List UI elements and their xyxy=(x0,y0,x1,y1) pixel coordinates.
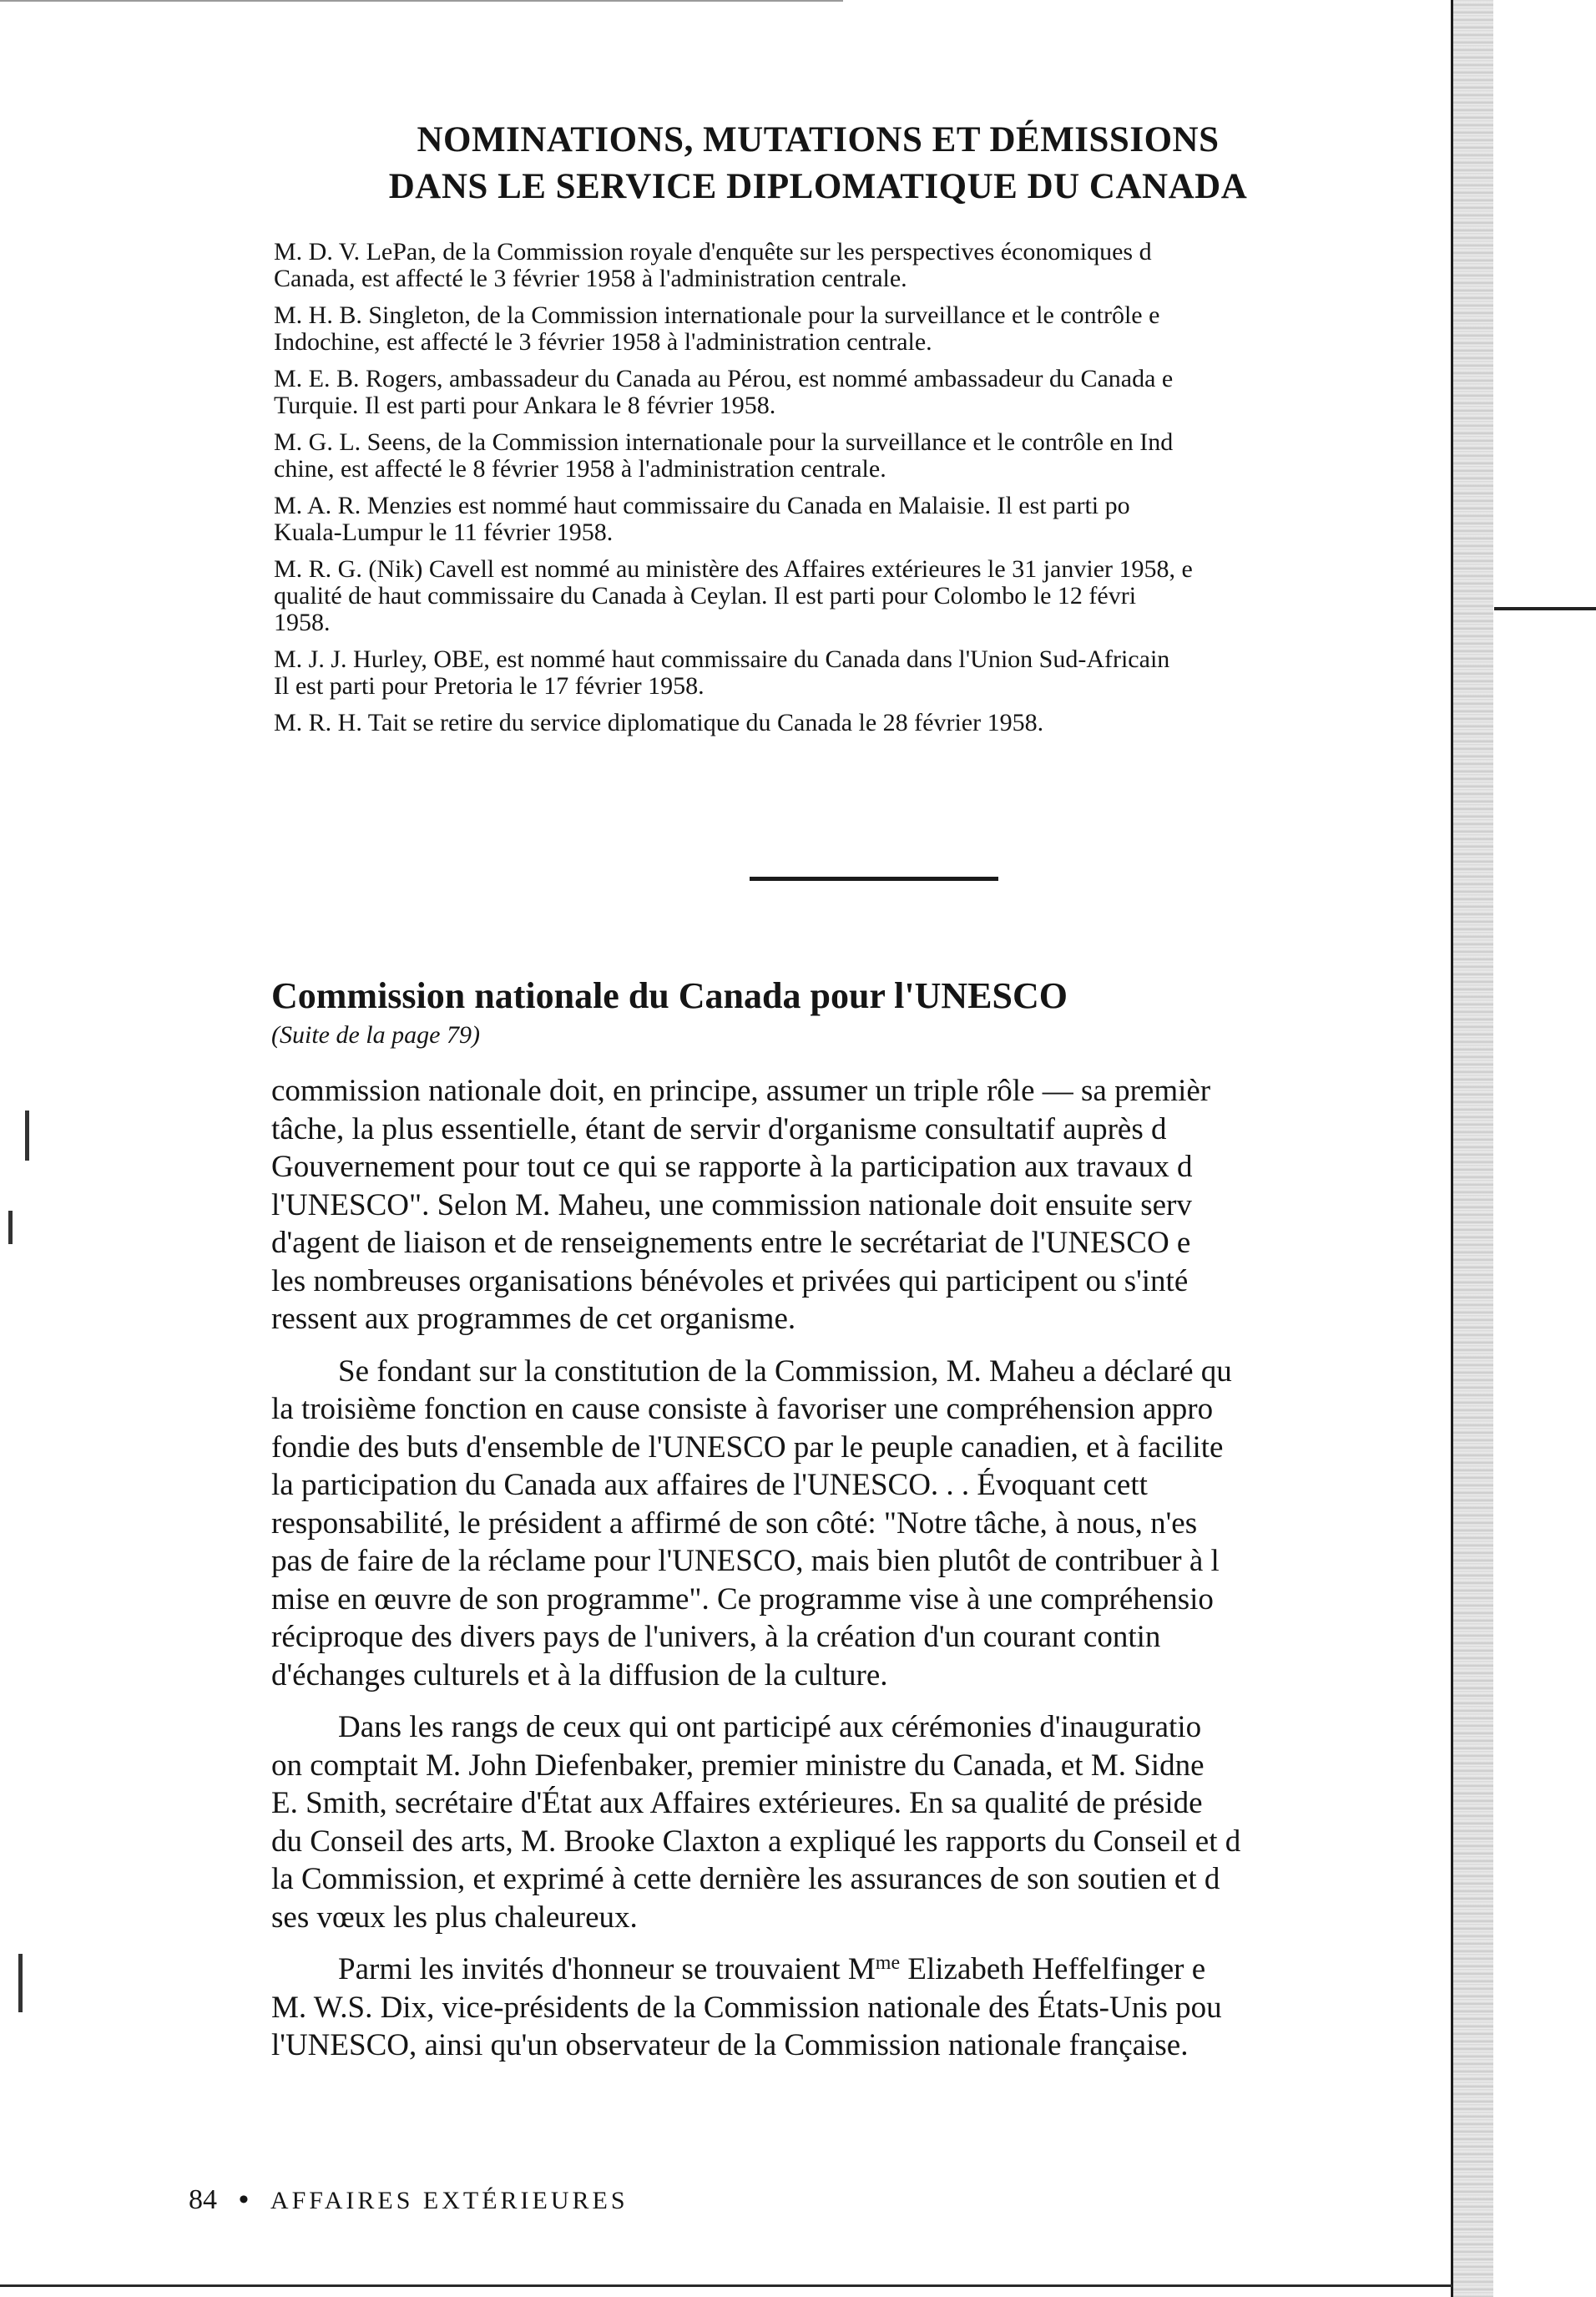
appointment-item xyxy=(274,239,1463,292)
appointment-item xyxy=(274,366,1463,419)
paragraph-line xyxy=(271,1950,1473,1989)
appointment-line: Kuala-Lumpur le 11 février 1958. xyxy=(274,519,614,546)
paragraph-line: l'UNESCO". Selon M. Maheu, une commission nationale doit ensuite serv xyxy=(271,1187,1192,1222)
section-subtitle: (Suite de la page 79) xyxy=(271,1021,480,1049)
page-number: 84 xyxy=(189,2184,217,2215)
footer-bullet: • xyxy=(239,2184,249,2215)
paragraph-line: fondie des buts d'ensemble de l'UNESCO par le peuple canadien, et à facilite xyxy=(271,1429,1224,1465)
appointment-line: M. J. J. Hurley, OBE, est nommé haut commissaire du Canada dans l'Union Sud-Africain xyxy=(274,646,1170,673)
paragraph-line: ses vœux les plus chaleureux. xyxy=(271,1900,638,1935)
appointment-item xyxy=(274,710,1463,736)
scan-margin-tick xyxy=(8,1211,13,1244)
paragraph-line: la Commission, et exprimé à cette dernière les assurances de son soutien et d xyxy=(271,1862,1220,1896)
page-footer xyxy=(189,2183,940,2218)
appointment-item xyxy=(274,429,1463,483)
paragraph-line: on comptait M. John Diefenbaker, premier ministre du Canada, et M. Sidne xyxy=(271,1748,1205,1783)
appointment-line: M. E. B. Rogers, ambassadeur du Canada au Pérou, est nommé ambassadeur du Canada e xyxy=(274,366,1174,392)
superscript: me xyxy=(875,1952,901,1974)
page-header xyxy=(192,117,1444,210)
appointment-line: Canada, est affecté le 3 février 1958 à l'administration centrale. xyxy=(274,265,907,292)
appointment-line: chine, est affecté le 8 février 1958 à l'administration centrale. xyxy=(274,455,886,483)
scan-top-edge xyxy=(0,0,843,2)
appointment-line: Indochine, est affecté le 3 février 1958 à l'administration centrale. xyxy=(274,328,932,356)
paragraph xyxy=(271,1708,1473,1936)
paragraph-line: M. W.S. Dix, vice-présidents de la Commission nationale des États-Unis pou xyxy=(271,1990,1222,2025)
scan-margin-mark xyxy=(1494,607,1596,610)
paragraph-line: réciproque des divers pays de l'univers, à la création d'un courant contin xyxy=(271,1620,1161,1654)
appointment-line: M. R. G. (Nik) Cavell est nommé au ministère des Affaires extérieures le 31 janvier 1958, e xyxy=(274,556,1193,583)
line-text: Parmi les invités d'honneur se trouvaient M xyxy=(338,1952,876,1986)
appointment-line: M. H. B. Singleton, de la Commission internationale pour la surveillance et le contrôle e xyxy=(274,302,1160,329)
paragraph-line: d'agent de liaison et de renseignements entre le secrétariat de l'UNESCO e xyxy=(271,1226,1191,1260)
paragraph-line: la participation du Canada aux affaires de l'UNESCO. . . Évoquant cett xyxy=(271,1468,1148,1502)
paragraph-line: Gouvernement pour tout ce qui se rapporte à la participation aux travaux d xyxy=(271,1150,1193,1184)
appointment-line: M. R. H. Tait se retire du service diplomatique du Canada le 28 février 1958. xyxy=(274,710,1044,736)
appointment-line: M. D. V. LePan, de la Commission royale d'enquête sur les perspectives économiques d xyxy=(274,239,1152,266)
paragraph-line: ressent aux programmes de cet organisme. xyxy=(271,1302,796,1336)
paragraph-line: E. Smith, secrétaire d'État aux Affaires extérieures. En sa qualité de préside xyxy=(271,1786,1203,1820)
appointment-item xyxy=(274,556,1463,636)
scan-margin-tick xyxy=(18,1954,23,2012)
paragraph-line: Se fondant sur la constitution de la Commission, M. Maheu a déclaré qu xyxy=(338,1353,1232,1389)
paragraph-line: pas de faire de la réclame pour l'UNESCO, mais bien plutôt de contribuer à l xyxy=(271,1544,1220,1578)
paragraph-line: les nombreuses organisations bénévoles et privées qui participent ou s'inté xyxy=(271,1263,1189,1298)
appointment-item xyxy=(274,646,1463,700)
section-divider xyxy=(750,877,998,881)
paragraph-line: Dans les rangs de ceux qui ont participé aux cérémonies d'inauguratio xyxy=(338,1710,1202,1744)
appointment-item xyxy=(274,302,1463,356)
appointment-line: Turquie. Il est parti pour Ankara le 8 février 1958. xyxy=(274,392,776,419)
line-text: Elizabeth Heffelfinger e xyxy=(900,1952,1206,1986)
journal-name: AFFAIRES EXTÉRIEURES xyxy=(270,2187,629,2214)
paragraph-line: du Conseil des arts, M. Brooke Claxton a expliqué les rapports du Conseil et d xyxy=(271,1824,1241,1859)
paragraph-line: l'UNESCO, ainsi qu'un observateur de la Commission nationale française. xyxy=(271,2028,1189,2062)
section-title: Commission nationale du Canada pour l'UNESCO xyxy=(271,975,1068,1016)
scan-margin-tick xyxy=(25,1111,29,1161)
appointments-list xyxy=(274,239,1463,746)
paragraph-line: tâche, la plus essentielle, étant de servir d'organisme consultatif auprès d xyxy=(271,1111,1167,1146)
appointment-line: qualité de haut commissaire du Canada à Ceylan. Il est parti pour Colombo le 12 févri xyxy=(274,582,1137,610)
appointment-line: M. A. R. Menzies est nommé haut commissaire du Canada en Malaisie. Il est parti po xyxy=(274,493,1130,519)
paragraph xyxy=(271,1353,1473,1695)
paragraph xyxy=(271,1950,1473,2065)
paragraph-line: responsabilité, le président a affirmé de son côté: "Notre tâche, à nous, n'es xyxy=(271,1505,1198,1541)
appointment-line: 1958. xyxy=(274,609,331,636)
paragraph-line: mise en œuvre de son programme". Ce programme vise à une compréhensio xyxy=(271,1581,1214,1617)
appointment-line: Il est parti pour Pretoria le 17 février 1958. xyxy=(274,672,705,700)
paragraph-line: la troisième fonction en cause consiste à favoriser une compréhension appro xyxy=(271,1392,1214,1426)
appointment-item xyxy=(274,493,1463,546)
paragraph xyxy=(271,1072,1473,1338)
header-line-2: DANS LE SERVICE DIPLOMATIQUE DU CANADA xyxy=(388,167,1248,206)
scan-bottom-edge xyxy=(0,2284,1452,2287)
article-body xyxy=(271,1072,1473,2079)
appointment-line: M. G. L. Seens, de la Commission internationale pour la surveillance et le contrôle en Ind xyxy=(274,429,1174,456)
paragraph-line: d'échanges culturels et à la diffusion de la culture. xyxy=(271,1657,888,1692)
header-line-1: NOMINATIONS, MUTATIONS ET DÉMISSIONS xyxy=(417,120,1220,159)
paragraph-line: commission nationale doit, en principe, assumer un triple rôle — sa premièr xyxy=(271,1074,1211,1108)
